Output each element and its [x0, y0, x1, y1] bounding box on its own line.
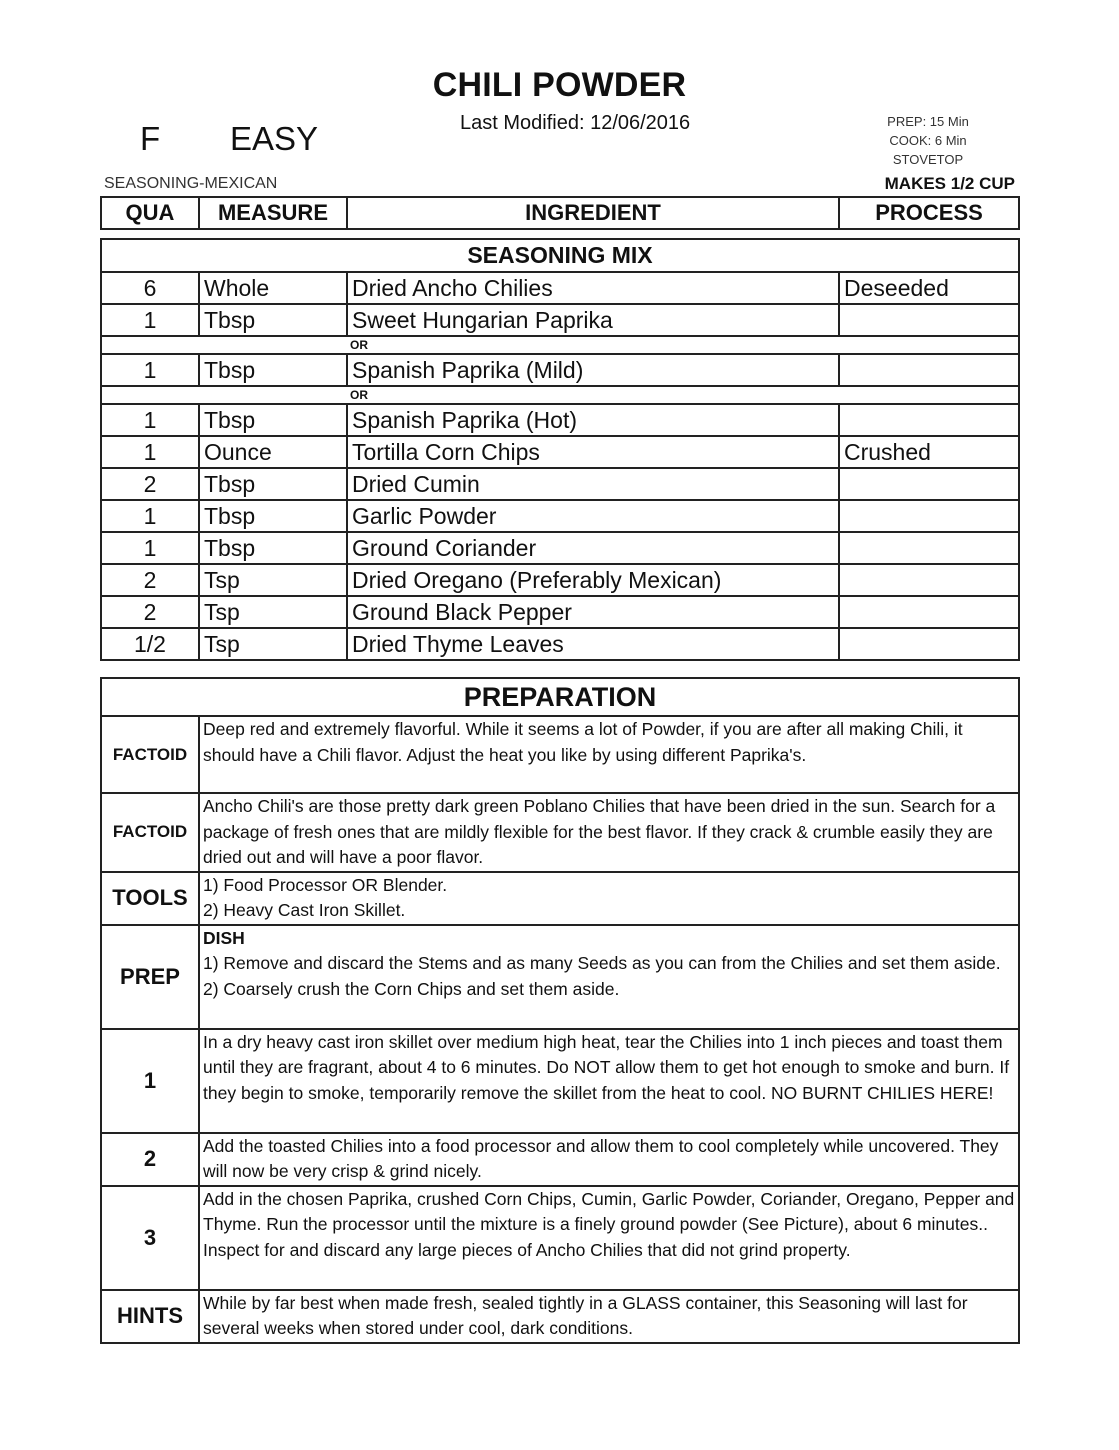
row-text: While by far best when made fresh, sealed tightly in a GLASS container, this Seasoning will last for several weeks when stored under cool, dark conditions. [199, 1290, 1019, 1343]
ingredient-name: Garlic Powder [347, 500, 839, 532]
ingredient-name: Dried Cumin [347, 468, 839, 500]
ingredient-quantity: 6 [101, 272, 199, 304]
ingredient-quantity: 1 [101, 532, 199, 564]
ingredient-quantity: 1 [101, 404, 199, 436]
ingredient-row [101, 500, 1019, 532]
step-number: 2 [101, 1133, 199, 1186]
ingredient-row [101, 532, 1019, 564]
tools-row [101, 872, 1019, 925]
ingredient-quantity: 2 [101, 596, 199, 628]
ingredient-row [101, 628, 1019, 660]
step-number: 3 [101, 1186, 199, 1290]
ingredient-row [101, 436, 1019, 468]
row-label: PREP [101, 925, 199, 1029]
ingredient-name: Ground Black Pepper [347, 596, 839, 628]
ingredient-measure: Tbsp [199, 500, 347, 532]
ingredient-measure: Tsp [199, 564, 347, 596]
ingredient-row [101, 404, 1019, 436]
ingredient-measure: Tbsp [199, 532, 347, 564]
column-header-qua: QUA [101, 197, 199, 229]
ingredient-quantity: 1 [101, 436, 199, 468]
yield-label: MAKES 1/2 CUP [884, 174, 1015, 193]
ingredient-quantity: 1 [101, 500, 199, 532]
ingredient-name: Tortilla Corn Chips [347, 436, 839, 468]
tool-item: 1) Food Processor OR Blender. [203, 874, 448, 895]
ingredient-process: Crushed [839, 436, 1019, 468]
ingredient-process [839, 564, 1019, 596]
ingredient-measure: Whole [199, 272, 347, 304]
grade-label: F [140, 120, 161, 157]
prep-item: 2) Coarsely crush the Corn Chips and set them aside. [203, 978, 620, 999]
ingredient-process [839, 304, 1019, 336]
row-text [199, 872, 1019, 925]
ingredient-name: Dried Oregano (Preferably Mexican) [347, 564, 839, 596]
difficulty-label: EASY [230, 120, 319, 157]
category-label: SEASONING-MEXICAN [104, 175, 278, 192]
column-header-process: PROCESS [839, 197, 1019, 229]
ingredient-name: Dried Ancho Chilies [347, 272, 839, 304]
step-row [101, 1186, 1019, 1290]
ingredient-measure: Tbsp [199, 354, 347, 386]
row-label: FACTOID [101, 716, 199, 793]
ingredient-name: Spanish Paprika (Mild) [347, 354, 839, 386]
tool-item: 2) Heavy Cast Iron Skillet. [203, 900, 406, 920]
prep-time: PREP: 15 Min [887, 114, 969, 129]
section-title-seasoning-mix: SEASONING MIX [101, 239, 1019, 272]
hints-row [101, 1290, 1019, 1343]
ingredient-process: Deseeded [839, 272, 1019, 304]
row-text [199, 925, 1019, 1029]
or-separator-row [101, 336, 1019, 354]
or-label: OR [101, 386, 1019, 404]
cook-method: STOVETOP [892, 152, 964, 167]
ingredient-row [101, 468, 1019, 500]
ingredient-process [839, 354, 1019, 386]
ingredient-row [101, 596, 1019, 628]
row-label: HINTS [101, 1290, 199, 1343]
or-separator-row [101, 386, 1019, 404]
ingredient-quantity: 1 [101, 304, 199, 336]
cook-time: COOK: 6 Min [889, 133, 967, 148]
ingredient-process [839, 404, 1019, 436]
or-label: OR [101, 336, 1019, 354]
factoid-row [101, 793, 1019, 872]
page-title: CHILI POWDER [432, 66, 687, 104]
last-modified: Last Modified: 12/06/2016 [460, 112, 691, 134]
row-text: Ancho Chili's are those pretty dark green Poblano Chilies that have been dried in the sun. Search for a package of fresh ones that are mildly flexible for the best flavor. If they crack & crumble easily they are dried out and will have a poor flavor. [199, 793, 1019, 872]
column-header-ingredient: INGREDIENT [347, 197, 839, 229]
step-text: In a dry heavy cast iron skillet over medium high heat, tear the Chilies into 1 inch pieces and toast them until they are fragrant, about 4 to 6 minutes. Do NOT allow them to get hot enough to smoke and burn. If they begin to smoke, temporarily remove the skillet from the heat to cool. NO BURNT CHILIES HERE! [199, 1029, 1019, 1133]
ingredient-quantity: 1/2 [101, 628, 199, 660]
ingredient-row [101, 304, 1019, 336]
step-number: 1 [101, 1029, 199, 1133]
row-label: TOOLS [101, 872, 199, 925]
ingredient-measure: Ounce [199, 436, 347, 468]
section-title-preparation: PREPARATION [101, 678, 1019, 716]
row-text: Deep red and extremely flavorful. While it seems a lot of Powder, if you are after all making Chili, it should have a Chili flavor. Adjust the heat you like by using different Paprika's. [199, 716, 1019, 793]
ingredient-measure: Tsp [199, 628, 347, 660]
ingredient-name: Spanish Paprika (Hot) [347, 404, 839, 436]
ingredient-quantity: 2 [101, 468, 199, 500]
ingredient-process [839, 596, 1019, 628]
column-header-table [100, 196, 1020, 230]
time-info [868, 112, 988, 169]
prep-subheading: DISH [203, 927, 245, 948]
ingredient-measure: Tsp [199, 596, 347, 628]
ingredient-measure: Tbsp [199, 468, 347, 500]
step-row [101, 1029, 1019, 1133]
ingredient-measure: Tbsp [199, 304, 347, 336]
ingredient-process [839, 468, 1019, 500]
ingredient-process [839, 628, 1019, 660]
ingredient-name: Sweet Hungarian Paprika [347, 304, 839, 336]
ingredient-quantity: 1 [101, 354, 199, 386]
row-label: FACTOID [101, 793, 199, 872]
ingredient-row [101, 354, 1019, 386]
step-text: Add the toasted Chilies into a food processor and allow them to cool completely while uncovered. They will now be very crisp & grind nicely. [199, 1133, 1019, 1186]
ingredient-process [839, 500, 1019, 532]
ingredient-measure: Tbsp [199, 404, 347, 436]
ingredient-row [101, 272, 1019, 304]
column-header-measure: MEASURE [199, 197, 347, 229]
step-row [101, 1133, 1019, 1186]
ingredient-row [101, 564, 1019, 596]
prep-item: 1) Remove and discard the Stems and as many Seeds as you can from the Chilies and set them aside. [203, 953, 1001, 973]
ingredient-quantity: 2 [101, 564, 199, 596]
factoid-row [101, 716, 1019, 793]
ingredients-table [100, 238, 1020, 661]
step-text: Add in the chosen Paprika, crushed Corn Chips, Cumin, Garlic Powder, Coriander, Oregano, Pepper and Thyme. Run the processor until the mixture is a finely ground powder (See Picture), about 6 minutes.. Inspect for and discard any large pieces of Ancho Chilies that did not grind property. [199, 1186, 1019, 1290]
ingredient-process [839, 532, 1019, 564]
preparation-table [100, 677, 1020, 1344]
prep-row [101, 925, 1019, 1029]
ingredient-name: Ground Coriander [347, 532, 839, 564]
ingredient-name: Dried Thyme Leaves [347, 628, 839, 660]
